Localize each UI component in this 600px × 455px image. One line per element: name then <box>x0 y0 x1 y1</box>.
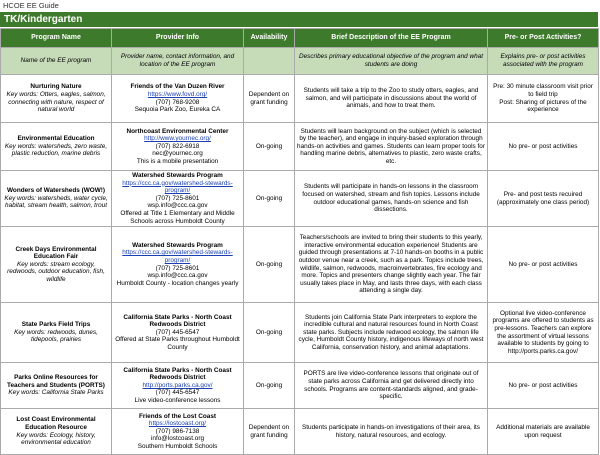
document-title: HCOE EE Guide <box>3 1 59 10</box>
provider-detail: Sequoia Park Zoo, Eureka CA <box>134 106 221 114</box>
prepost-cell: Additional materials are available upon request <box>488 409 599 455</box>
provider-cell <box>112 123 244 171</box>
provider-link[interactable]: http://ports.parks.ca.gov/ <box>142 381 213 389</box>
program-name: Creek Days Environmental Education Fair <box>15 245 97 261</box>
provider-detail: nec@yournec.org <box>152 150 203 158</box>
provider-detail: Offered at State Parks throughout Humboldt County <box>115 336 240 352</box>
availability-cell: On-going <box>244 123 295 171</box>
provider-cell <box>112 363 244 409</box>
provider-name: California State Parks - North Coast Redwoods District <box>123 313 232 329</box>
provider-cell <box>112 171 244 227</box>
program-keywords: Key words: California State Parks <box>8 389 104 397</box>
provider-name: Northcoast Environmental Center <box>126 127 229 135</box>
subheader-provider: Provider name, contact information, and location of the EE program <box>112 48 244 75</box>
description-cell: Teachers/schools are invited to bring their students to this yearly, interactive environmental education experience! Students are guided through presentations at 7-10 hands-on booths in a public outdoor venue near a creek, such as a park. Topics include trees, wildlife, salmon, redwoods, macroinvertebrates, fire ecology and more. Topics and presenters change slightly each year. The fair usually takes place in May, and lasts three days, with each class attending a single day. <box>295 227 488 303</box>
ee-programs-table <box>0 28 599 455</box>
program-name: Environmental Education <box>17 135 95 143</box>
column-header-availability: Availability <box>244 29 295 48</box>
table-row <box>1 363 599 409</box>
provider-cell <box>112 227 244 303</box>
column-header-prepost: Pre- or Post Activities? <box>488 29 599 48</box>
program-keywords: Key words: stream ecology, redwoods, outdoor education, fish, wildlife <box>7 260 105 284</box>
provider-detail: This is a mobile presentation <box>136 157 219 165</box>
description-cell: Students will participate in hands-on lessons in the classroom focused on watershed, stream and fish topics. Lessons include outdoor educational games, hands-on science and fish dissections. <box>295 171 488 227</box>
program-keywords: Key words: watersheds, zero waste, plastic reduction, marine debris <box>4 142 108 158</box>
provider-link[interactable]: https://ccc.ca.gov/watershed-stewards-program/ <box>122 179 233 195</box>
provider-detail: wsp.info@ccc.ca.gov <box>147 272 208 280</box>
prepost-cell: No pre- or post activities <box>488 363 599 409</box>
provider-cell <box>112 409 244 455</box>
availability-cell: Dependent on grant funding <box>244 75 295 123</box>
provider-detail: Offered at Title 1 Elementary and Middle Schools across Humboldt County <box>120 209 235 225</box>
provider-detail: Live video-conference lessons <box>134 397 221 405</box>
subheader-description: Describes primary educational objective of the program and what students are doing <box>295 48 488 75</box>
provider-link[interactable]: http://www.yournec.org/ <box>144 135 211 143</box>
column-header-program: Program Name <box>1 29 112 48</box>
provider-detail: wsp.info@ccc.ca.gov <box>147 202 208 210</box>
program-name: State Parks Field Trips <box>21 321 91 329</box>
subheader-prepost: Explains pre- or post activities associated with the program <box>488 48 599 75</box>
program-cell <box>1 227 112 303</box>
description-cell: Students join California State Park interpreters to explore the incredible cultural and natural resources found in North Coast state parks. Subjects include redwood ecology, the salmon life cycle, Humboldt County history, indigenous lifeways of north west California, conservation history, and animal adaptations. <box>295 303 488 363</box>
provider-detail: (707) 725-8601 <box>155 194 200 202</box>
provider-detail: (707) 445-6547 <box>155 389 200 397</box>
table-row <box>1 303 599 363</box>
description-cell: Students participate in hands-on investigations of their area, its history, natural resources, and ecology. <box>295 409 488 455</box>
table-row <box>1 75 599 123</box>
program-cell <box>1 75 112 123</box>
provider-detail: (707) 445-6547 <box>155 328 200 336</box>
availability-cell: On-going <box>244 363 295 409</box>
availability-cell: On-going <box>244 171 295 227</box>
prepost-cell: Optional live video-conference programs are offered to students as pre-lessons. Teachers can explore the assortment of virtual lessons available to students by going to http://ports.parks.ca.gov/ <box>488 303 599 363</box>
program-keywords: Key words: Otters, eagles, salmon, connecting with nature, respect of natural world <box>6 90 106 114</box>
provider-name: Friends of the Lost Coast <box>138 412 217 420</box>
table-row <box>1 409 599 455</box>
program-cell <box>1 363 112 409</box>
provider-name: Friends of the Van Duzen River <box>130 83 225 91</box>
description-cell: PORTS are live video-conference lessons that originate out of state parks across California and get delivered directly into schools. Programs are content-standards aligned, and grade-specific. <box>295 363 488 409</box>
description-cell: Students will learn background on the subject (which is selected by the teacher), and engage in inquiry-based exploration through hands-on activities and games. Students can learn proper tools for handling marine debris, alternatives to plastic, zero waste crafts, etc. <box>295 123 488 171</box>
availability-cell: On-going <box>244 303 295 363</box>
provider-detail: (707) 768-9208 <box>155 98 200 106</box>
provider-detail: (707) 986-7138 <box>155 427 200 435</box>
program-name: Wonders of Watersheds (WOW!) <box>7 187 105 195</box>
provider-cell <box>112 75 244 123</box>
program-name: Lost Coast Environmental Education Resource <box>16 416 96 432</box>
table-row <box>1 171 599 227</box>
subheader-program: Name of the EE program <box>1 48 112 75</box>
table-row <box>1 123 599 171</box>
provider-cell <box>112 303 244 363</box>
table-header-row <box>1 29 599 48</box>
program-keywords: Key words: watersheds, water cycle, habitat, stream health, salmon, trout <box>4 194 108 210</box>
provider-link[interactable]: https://www.fovd.org/ <box>147 90 208 98</box>
provider-detail: Humboldt County - location changes yearly <box>116 279 239 287</box>
program-cell <box>1 123 112 171</box>
prepost-cell: No pre- or post activities <box>488 227 599 303</box>
provider-detail: Southern Humboldt Schools <box>137 443 218 451</box>
table-row <box>1 227 599 303</box>
provider-link[interactable]: https://ccc.ca.gov/watershed-stewards-program/ <box>122 249 233 265</box>
provider-detail: (707) 822-6918 <box>155 142 200 150</box>
program-name: Parks Online Resources for Teachers and Students (PORTS) <box>7 374 105 389</box>
provider-detail: (707) 725-8601 <box>155 264 200 272</box>
prepost-cell: Pre: 30 minute classroom visit prior to field trip Post: Sharing of pictures of the experience <box>488 75 599 123</box>
column-header-provider: Provider Info <box>112 29 244 48</box>
sheet-tab-bar <box>0 0 600 11</box>
description-cell: Students will take a trip to the Zoo to study otters, eagles, and salmon, and will participate in discussions about the world of animals, and how to treat them. <box>295 75 488 123</box>
program-keywords: Key words: Ecology, history, environmental education <box>16 431 96 447</box>
provider-name: Watershed Stewards Program <box>132 241 223 249</box>
program-name: Nurturing Nature <box>30 83 82 91</box>
provider-name: Watershed Stewards Program <box>132 172 223 179</box>
availability-cell: On-going <box>244 227 295 303</box>
table-subheader-row <box>1 48 599 75</box>
section-title: TK/Kindergarten <box>0 12 598 27</box>
prepost-cell: No pre- or post activities <box>488 123 599 171</box>
availability-cell: Dependent on grant funding <box>244 409 295 455</box>
program-cell <box>1 409 112 455</box>
column-header-description: Brief Description of the EE Program <box>295 29 488 48</box>
subheader-availability <box>244 48 295 75</box>
provider-link[interactable]: https://lostcoast.org/ <box>148 420 207 428</box>
program-keywords: Key words: redwoods, dunes, tidepools, prairies <box>14 328 98 344</box>
provider-detail: info@lostcoast.org <box>150 435 205 443</box>
provider-name: California State Parks - North Coast Redwoods District <box>123 366 232 382</box>
program-cell <box>1 171 112 227</box>
program-cell <box>1 303 112 363</box>
prepost-cell: Pre- and post tests recuired (approximately one class period) <box>488 171 599 227</box>
